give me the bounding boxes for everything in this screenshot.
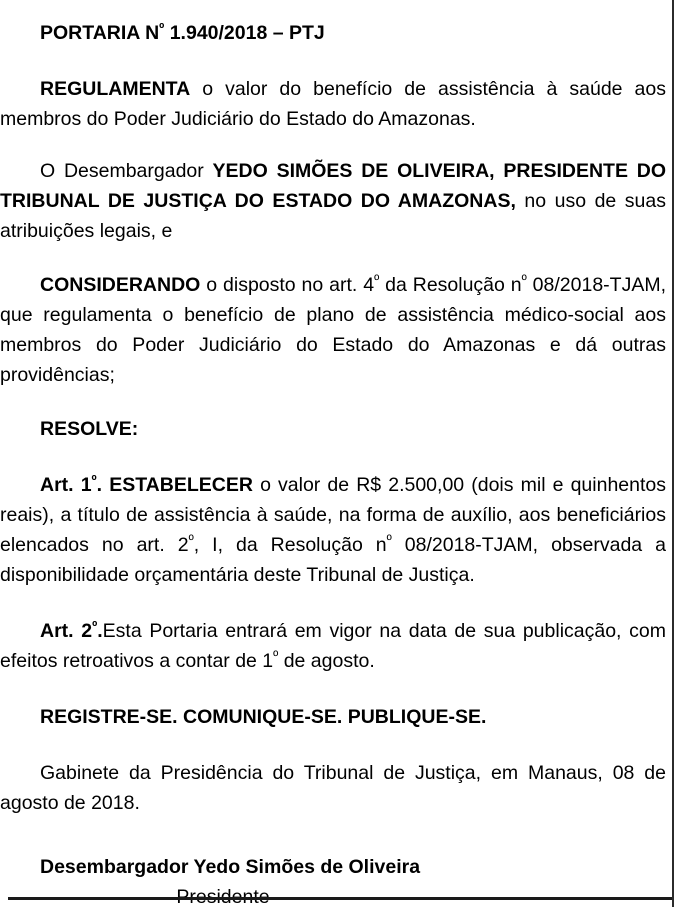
- ementa-text: o valor do benefício de assistência à saúde aos membros do Poder Judiciário do Estado do Amazonas.: [0, 78, 666, 130]
- considerando-lead: CONSIDERANDO: [40, 274, 201, 296]
- signature-name: [0, 852, 666, 882]
- article-1-number: Art. $1^º$.: [40, 472, 103, 496]
- place-and-date: [0, 758, 666, 818]
- spacer-top: [0, 0, 666, 18]
- place-and-date-text: Gabinete da Presidência do Tribunal de Justiça, em Manaus, 08 de agosto de 2018.: [0, 762, 666, 814]
- preamble-suffix: no uso de suas atribuições legais, e: [0, 190, 666, 242]
- article-1-verb: ESTABELECER: [102, 474, 253, 496]
- page-right-border-rule: [672, 0, 674, 907]
- resolve-heading-text: RESOLVE:: [40, 418, 139, 440]
- preamble-authority-name: YEDO SIMÕES DE OLIVEIRA,: [212, 160, 495, 182]
- spacer-after-considerando: [0, 390, 666, 414]
- paragraph-considerando: [0, 270, 666, 390]
- article-1: [0, 470, 666, 590]
- spacer-after-article-2: [0, 676, 666, 702]
- signature-name-text: Desembargador Yedo Simões de Oliveira: [40, 856, 421, 878]
- signature-role: [0, 882, 666, 907]
- spacer-after-title: [0, 48, 666, 74]
- considerando-text: o disposto no art. $4^º$ da Resolução $n^º$ 08/2018-TJAM, que regulamenta o benefício de plano de assistência médico-social aos membros do Poder Judiciário do Estado do Amazonas e dá outras providências;: [0, 272, 666, 386]
- paragraph-ementa: [0, 74, 666, 134]
- closing-order: [0, 702, 666, 732]
- document-title: [0, 18, 666, 48]
- paragraph-preamble: [0, 156, 666, 246]
- closing-order-text: REGISTRE-SE. COMUNIQUE-SE. PUBLIQUE-SE.: [40, 706, 487, 728]
- spacer-after-preamble: [0, 246, 666, 270]
- article-2: [0, 616, 666, 676]
- spacer-after-ementa: [0, 134, 666, 156]
- ementa-lead: REGULAMENTA: [40, 78, 191, 100]
- resolve-heading: [0, 414, 666, 444]
- article-2-text: Esta Portaria entrará em vigor na data de sua publicação, com efeitos retroativos a contar de $1^º$ de agosto.: [0, 620, 666, 672]
- preamble-prefix: O Desembargador: [40, 160, 213, 182]
- spacer-after-resolve: [0, 444, 666, 470]
- spacer-after-closing-order: [0, 732, 666, 758]
- document-title-text: PORTARIA $N^º$ 1.940/2018 – PTJ: [40, 20, 325, 44]
- page-bottom-rule: [8, 897, 672, 900]
- preamble-authority-title: PRESIDENTE DO TRIBUNAL DE JUSTIÇA DO ESTADO DO AMAZONAS,: [0, 160, 667, 212]
- spacer-after-article-1: [0, 590, 666, 616]
- article-2-number: Art. $2^º$.: [40, 618, 103, 642]
- article-1-text: o valor de R$ 2.500,00 (dois mil e quinhentos reais), a título de assistência à saúde, na forma de auxílio, aos beneficiários elencados no art. $2^º$, I, da Resolução $n^º$ 08/2018-TJAM, observada a disponibilidade orçamentária deste Tribunal de Justiça.: [0, 474, 667, 586]
- spacer-before-signature: [0, 818, 666, 852]
